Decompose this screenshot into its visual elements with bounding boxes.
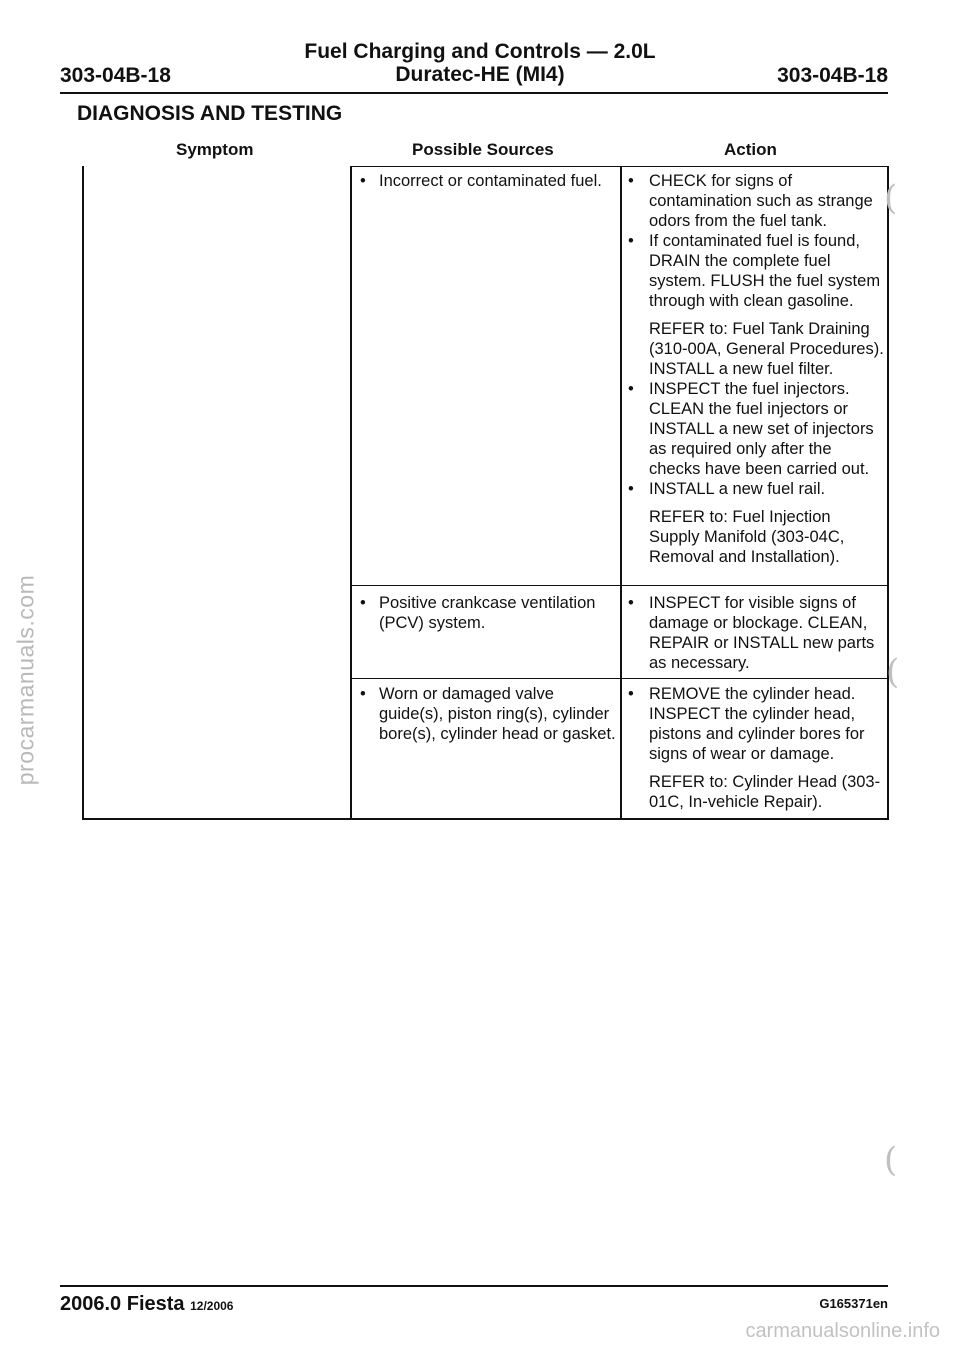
footer-code: G165371en [819, 1296, 888, 1311]
table-row-2-source [352, 593, 618, 633]
action-item [622, 379, 884, 479]
scan-mark: ( [886, 652, 900, 692]
header-title-line2: Duratec-HE (MI4) [395, 63, 565, 86]
refer-note: REFER to: Fuel Tank Draining (310-00A, General Procedures). [649, 320, 884, 358]
table-top-rule [350, 166, 889, 167]
action-text: CHECK for signs of contamination such as strange odors from the fuel tank. [649, 172, 873, 230]
refer-note: REFER to: Fuel Injection Supply Manifold (303-04C, Removal and Installation). [649, 508, 845, 566]
table-bottom-rule [82, 818, 889, 820]
bullet-icon: • [360, 685, 366, 703]
column-header-possible-sources: Possible Sources [412, 140, 554, 159]
action-item [622, 171, 884, 231]
action-item [622, 479, 884, 499]
source-text: Incorrect or contaminated fuel. [379, 172, 602, 190]
footer-model-text: 2006.0 Fiesta [60, 1293, 185, 1315]
table-row-3-action [622, 684, 884, 812]
action-item [622, 231, 884, 311]
bullet-icon: • [628, 594, 634, 612]
header-title-line1: Fuel Charging and Controls — 2.0L [304, 40, 656, 63]
table-left-border [82, 166, 84, 819]
section-title: DIAGNOSIS AND TESTING [77, 102, 343, 125]
action-text: INSPECT the fuel injectors. CLEAN the fuel injectors or INSTALL a new set of injectors as required only after the checks have been carried out. [649, 380, 874, 478]
footer-rule [60, 1285, 888, 1287]
list-item [352, 684, 618, 744]
footer-date: 12/2006 [190, 1299, 234, 1313]
bullet-icon: • [628, 480, 634, 498]
scan-mark: ( [884, 1140, 898, 1180]
action-text: If contaminated fuel is found, DRAIN the complete fuel system. FLUSH the fuel system through with clean gasoline. [649, 232, 881, 310]
header-rule [60, 92, 888, 94]
source-text: Worn or damaged valve guide(s), piston ring(s), cylinder bore(s), cylinder head or gasket. [379, 685, 616, 743]
list-item [352, 171, 618, 191]
watermark-bottom: carmanualsonline.info [745, 1320, 940, 1342]
bullet-icon: • [628, 172, 634, 190]
bullet-icon: • [360, 172, 366, 190]
table-right-border [887, 166, 889, 819]
action-text: INSPECT for visible signs of damage or blockage. CLEAN, REPAIR or INSTALL new parts as necessary. [649, 594, 875, 672]
action-followup: INSTALL a new fuel filter. [649, 360, 834, 378]
table-row-rule-1 [350, 585, 889, 586]
watermark-left-text: procarmanuals.com [12, 574, 39, 786]
bullet-icon: • [628, 232, 634, 250]
column-header-action: Action [724, 140, 777, 159]
table-row-1-source [352, 171, 618, 191]
action-text: INSTALL a new fuel rail. [649, 480, 826, 498]
table-row-2-action [622, 593, 884, 673]
refer-note: REFER to: Cylinder Head (303-01C, In-vehicle Repair). [649, 773, 881, 811]
bullet-icon: • [628, 685, 634, 703]
bullet-icon: • [628, 380, 634, 398]
table-row-3-source [352, 684, 618, 744]
action-item [622, 684, 884, 764]
watermark-left [6, 560, 46, 800]
action-item [622, 593, 884, 673]
table-row-1-action [622, 171, 884, 567]
column-header-symptom: Symptom [176, 140, 254, 159]
source-text: Positive crankcase ventilation (PCV) system. [379, 594, 596, 632]
header-code-left: 303-04B-18 [60, 64, 171, 87]
table-row-rule-2 [350, 678, 889, 679]
header-code-right: 303-04B-18 [777, 64, 888, 87]
bullet-icon: • [360, 594, 366, 612]
footer-model [60, 1293, 233, 1316]
scan-mark: ( [884, 178, 898, 218]
list-item [352, 593, 618, 633]
action-text: REMOVE the cylinder head. INSPECT the cylinder head, pistons and cylinder bores for signs of wear or damage. [649, 685, 865, 763]
